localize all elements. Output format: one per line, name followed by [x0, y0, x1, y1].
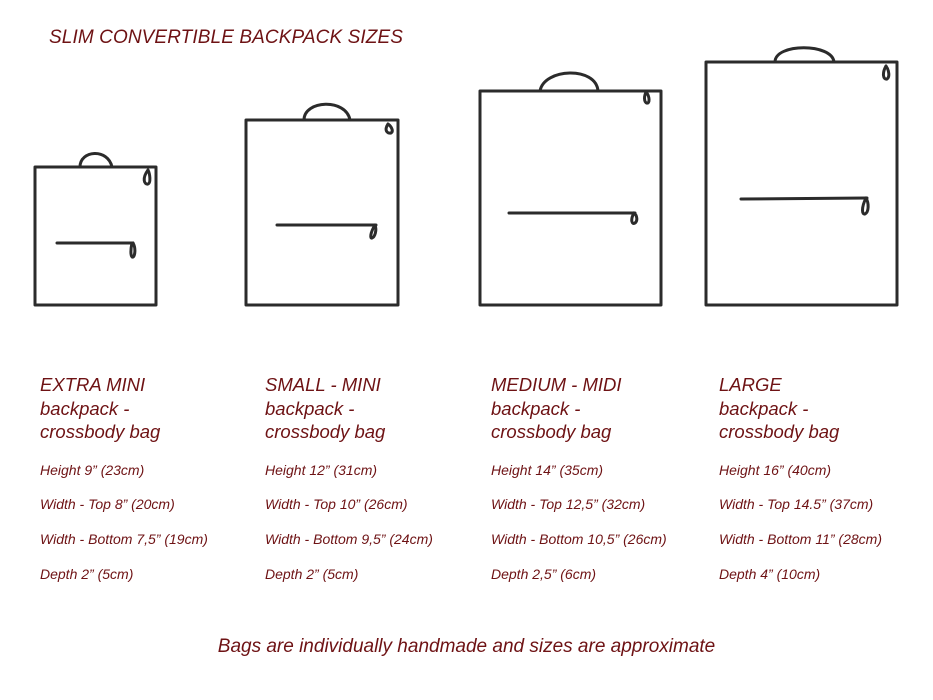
- spec-width-top: Width - Top 10” (26cm): [265, 496, 408, 513]
- size-column-large: [719, 373, 933, 600]
- spec-width-top: Width - Top 14.5” (37cm): [719, 496, 874, 513]
- spec-width-bottom: Width - Bottom 10,5” (26cm): [491, 530, 667, 547]
- size-name: LARGE: [719, 374, 782, 395]
- size-column-medium-midi: [491, 373, 711, 600]
- size-type-line2: crossbody bag: [265, 421, 386, 442]
- size-name: SMALL - MINI: [265, 374, 381, 395]
- spec-width-top: Width - Top 8” (20cm): [40, 496, 175, 513]
- size-type-line2: crossbody bag: [719, 421, 840, 442]
- bag-illustrations: [0, 0, 933, 340]
- size-type-line2: crossbody bag: [40, 421, 161, 442]
- size-name: EXTRA MINI: [40, 374, 146, 395]
- spec-depth: Depth 2” (5cm): [40, 565, 134, 582]
- spec-width-bottom: Width - Bottom 11” (28cm): [719, 530, 882, 547]
- size-type-line1: backpack -: [491, 397, 581, 419]
- spec-depth: Depth 2,5” (6cm): [491, 565, 597, 582]
- footer-note: Bags are individually handmade and sizes are approximate: [217, 636, 716, 657]
- size-column-small-mini: [265, 373, 485, 600]
- size-type-line2: crossbody bag: [491, 421, 612, 442]
- spec-height: Height 14” (35cm): [491, 461, 604, 478]
- spec-height: Height 12” (31cm): [265, 461, 378, 478]
- spec-depth: Depth 2” (5cm): [265, 565, 359, 582]
- spec-width-bottom: Width - Bottom 7,5” (19cm): [40, 530, 208, 547]
- spec-height: Height 9” (23cm): [40, 461, 145, 478]
- size-type-line1: backpack -: [719, 397, 809, 419]
- spec-depth: Depth 4” (10cm): [719, 565, 821, 582]
- size-column-extra-mini: [40, 373, 260, 600]
- spec-width-bottom: Width - Bottom 9,5” (24cm): [265, 530, 433, 547]
- page-title: SLIM CONVERTIBLE BACKPACK SIZES: [49, 27, 403, 48]
- size-type-line1: backpack -: [40, 397, 130, 419]
- size-name: MEDIUM - MIDI: [491, 374, 622, 395]
- size-type-line1: backpack -: [265, 397, 355, 419]
- bag-drawing-extra-mini: [35, 153, 156, 305]
- bag-drawing-large: [706, 48, 897, 305]
- spec-width-top: Width - Top 12,5” (32cm): [491, 496, 646, 513]
- spec-height: Height 16” (40cm): [719, 461, 832, 478]
- bag-drawing-medium-midi: [480, 73, 661, 305]
- bag-drawing-small-mini: [246, 104, 398, 305]
